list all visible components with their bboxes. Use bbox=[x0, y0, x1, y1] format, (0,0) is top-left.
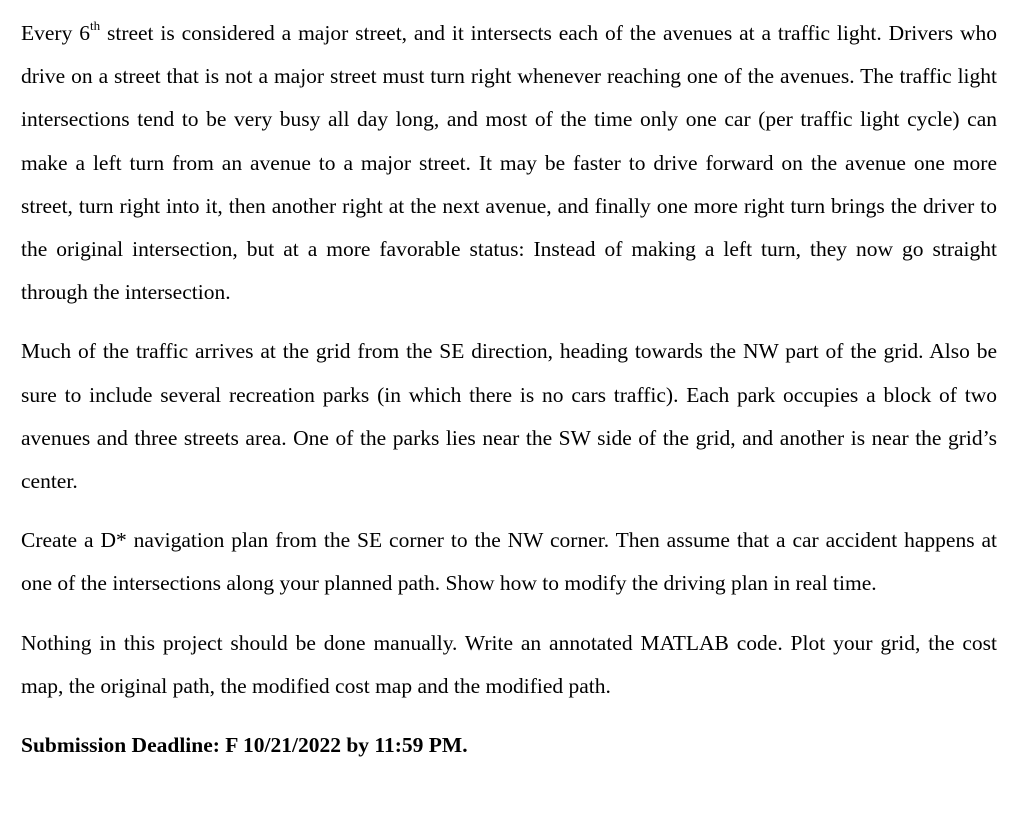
paragraph-major-streets bbox=[21, 12, 997, 314]
assignment-document bbox=[21, 12, 997, 767]
paragraph-traffic-parks: Much of the traffic arrives at the grid from the SE direction, heading towards the NW part of the grid. Also be sure to include several recreation parks (in which there is no cars traffic). Each park occupies a block of two avenues and three streets area. One of the parks lies near the SW side of the grid, and another is near the grid’s center. bbox=[21, 339, 997, 494]
paragraph-matlab-code: Nothing in this project should be done manually. Write an annotated MATLAB code. Plot your grid, the cost map, the original path, the modified cost map and the modified path. bbox=[21, 630, 997, 698]
paragraph-major-streets-lead: Every 6 bbox=[21, 21, 90, 45]
paragraph-major-streets-rest: street is considered a major street, and it intersects each of the avenues at a traffic light. Drivers who drive on a street that is not a major street must turn right whenever reaching one of the avenues. The traffic light intersections tend to be very busy all day long, and most of the time only one car (per traffic light cycle) can make a left turn from an avenue to a major street. It may be faster to drive forward on the avenue one more street, turn right into it, then another right at the next avenue, and finally one more right turn brings the driver to the original intersection, but at a more favorable status: Instead of making a left turn, they now go straight through the intersection. bbox=[21, 21, 997, 305]
submission-deadline: Submission Deadline: F 10/21/2022 by 11:59 PM. bbox=[21, 733, 468, 758]
ordinal-superscript: th bbox=[89, 17, 101, 33]
paragraph-dstar-plan: Create a D* navigation plan from the SE corner to the NW corner. Then assume that a car accident happens at one of the intersections along your planned path. Show how to modify the driving plan in real time. bbox=[21, 528, 997, 596]
